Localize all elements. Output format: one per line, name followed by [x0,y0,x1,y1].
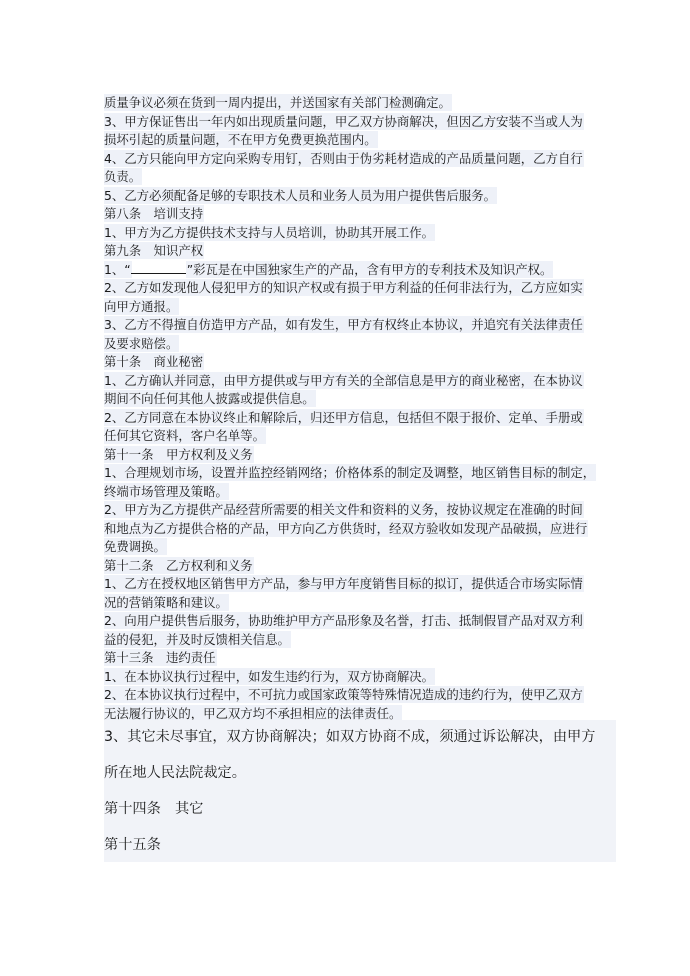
contract-text-upper [104,94,598,723]
blank-underline [131,262,187,274]
text-line: 况的营销策略和建议。 [104,594,228,610]
text-line: 3、乙方不得擅自仿造甲方产品，如有发生，甲方有权终止本协议，并追究有关法律责任 [104,317,583,332]
article-heading: 第十五条 [104,837,161,853]
text-line: 负责。 [104,169,142,184]
text-line: 2、乙方同意在本协议终止和解除后，归还甲方信息，包括但不限于报价、定单、手册或 [104,409,583,425]
text-line: 1、乙方在授权地区销售甲方产品，参与甲方年度销售目标的拟订，提供适合市场实际情 [104,576,583,591]
article-heading: 第十一条 甲方权利及义务 [104,446,253,462]
text-line: 1、在本协议执行过程中，如发生违约行为，双方协商解决。 [104,668,435,684]
text-line: 2、乙方如发现他人侵犯甲方的知识产权或有损于甲方利益的任何非法行为，乙方应如实 [104,280,583,295]
text-line: 5、乙方必须配备足够的专职技术人员和业务人员为用户提供售后服务。 [104,187,496,203]
text-line: 3、其它未尽事宜，双方协商解决；如双方协商不成，须通过诉讼解决，由甲方 [104,729,596,745]
text-line: 期间不向任何其他人披露或提供信息。 [104,391,315,406]
text-line: 质量争议必须在货到一周内提出，并送国家有关部门检测确定。 [104,95,451,110]
text-line: 1、甲方为乙方提供技术支持与人员培训，协助其开展工作。 [104,224,435,240]
article-heading: 第十四条 其它 [104,801,204,817]
article-heading: 第九条 知识产权 [104,243,204,258]
text-line: 和地点为乙方提供合格的产品，甲方向乙方供货时，经双方验收如发现产品破损，应进行 [104,520,588,536]
article-heading: 第十条 商业秘密 [104,354,204,369]
text-line: 4、乙方只能向甲方定向采购专用钉，否则由于伪劣耗材造成的产品质量问题，乙方自行 [104,150,583,166]
text-line: 1、合理规划市场，设置并监控经销网络；价格体系的制定及调整，地区销售目标的制定， [104,465,596,480]
text-line: 任何其它资料，客户名单等。 [104,428,266,443]
contract-text-lower [104,720,616,862]
text-line: 免费调换。 [104,539,166,554]
text-line: 损坏引起的质量问题，不在甲方免费更换范围内。 [104,132,377,147]
text-line: 2、甲方为乙方提供产品经营所需要的相关文件和资料的义务，按协议规定在准确的时间 [104,502,583,517]
article-heading: 第十二条 乙方权利和义务 [104,557,253,573]
text-line: 2、在本协议执行过程中，不可抗力或国家政策等特殊情况造成的违约行为，使甲乙双方 [104,687,583,702]
text-line: 1、乙方确认并同意，由甲方提供或与甲方有关的全部信息是甲方的商业秘密，在本协议 [104,372,583,388]
article-heading: 第八条 培训支持 [104,206,204,221]
text-line: 所在地人民法院裁定。 [104,765,246,781]
article-heading: 第十三条 违约责任 [104,650,216,665]
text-line: 2、向用户提供售后服务，协助维护甲方产品形象及名誉，打击、抵制假冒产品对双方利 [104,613,583,628]
text-line: 无法履行协议的，甲乙双方均不承担相应的法律责任。 [104,705,402,721]
text-line: 1、“ ”彩瓦是在中国独家生产的产品，含有甲方的专利技术及知识产权。 [104,261,553,277]
text-line: 终端市场管理及策略。 [104,483,228,499]
text-line: 向甲方通报。 [104,298,179,314]
text-line: 3、甲方保证售出一年内如出现质量问题，甲乙双方协商解决，但因乙方安装不当或人为 [104,113,583,129]
text-line: 及要求赔偿。 [104,335,179,351]
text-line: 益的侵犯，并及时反馈相关信息。 [104,631,290,647]
